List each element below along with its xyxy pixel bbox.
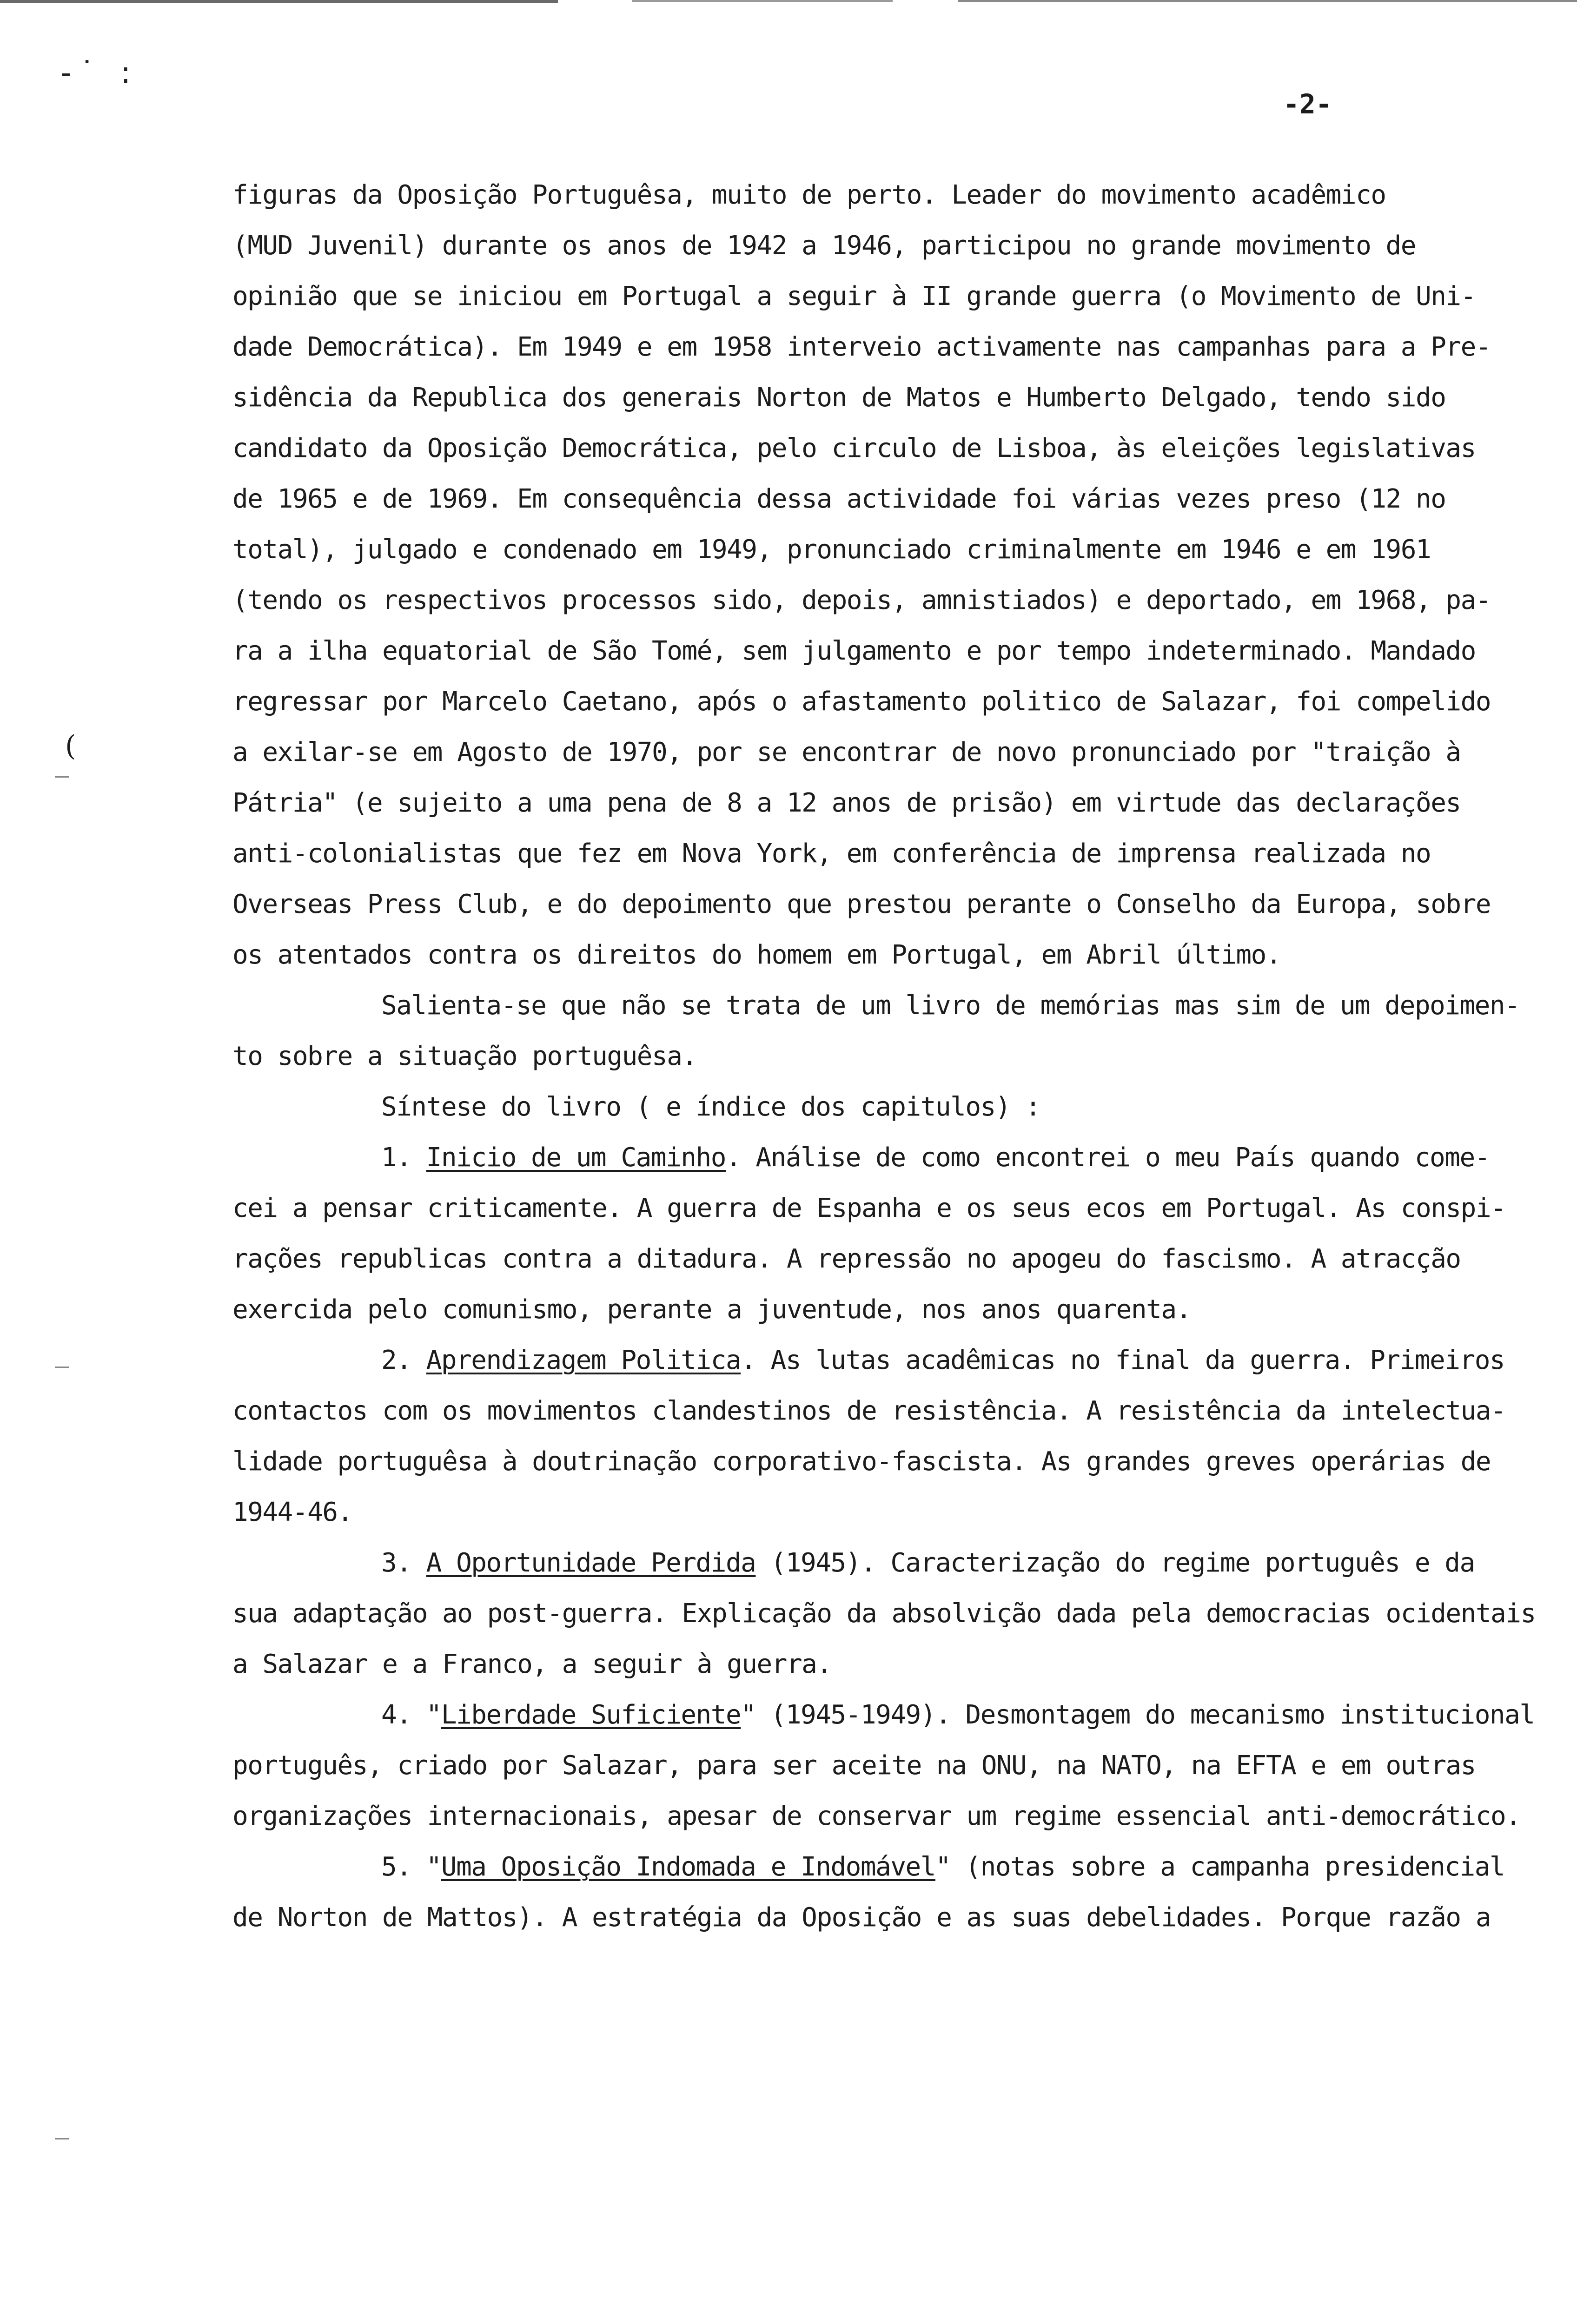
- chapter-description: . As lutas acadêmicas no final da guerra. Primeiros: [741, 1345, 1505, 1375]
- text-line: (MUD Juvenil) durante os anos de 1942 a 1946, participou no grande movimento de: [232, 231, 1416, 261]
- chapter-item: [232, 1690, 1535, 1842]
- text-line: Salienta-se que não se trata de um livro de memórias mas sim de um depoimen-: [381, 990, 1520, 1021]
- margin-tick: [55, 1367, 69, 1368]
- chapter-description: (notas sobre a campanha presidencial: [950, 1852, 1505, 1882]
- text-line: to sobre a situação portuguêsa.: [232, 1041, 697, 1071]
- text-line: regressar por Marcelo Caetano, após o afastamento politico de Salazar, foi compelido: [232, 687, 1491, 717]
- chapter-title: Inicio de um Caminho: [426, 1142, 726, 1173]
- top-scan-edge: [632, 0, 893, 2]
- text-line: lidade portuguêsa à doutrinação corporativo-fascista. As grandes greves operárias de: [232, 1446, 1491, 1477]
- chapter-title-line: 4. "Liberdade Suficiente" (1945-1949). Desmontagem do mecanismo institucional: [381, 1700, 1535, 1730]
- text-line: figuras da Oposição Portuguêsa, muito de perto. Leader do movimento acadêmico: [232, 180, 1386, 210]
- section-heading: Síntese do livro ( e índice dos capitulos) :: [381, 1092, 1040, 1122]
- text-line: candidato da Oposição Democrática, pelo circulo de Lisboa, às eleições legislativas: [232, 433, 1476, 463]
- document-body: [232, 170, 1536, 1943]
- chapter-list: [232, 1132, 1536, 1943]
- chapter-title: Liberdade Suficiente: [441, 1700, 741, 1730]
- text-line: 1944-46.: [232, 1497, 352, 1527]
- page-number: -2-: [1283, 88, 1332, 120]
- text-line: Overseas Press Club, e do depoimento que prestou perante o Conselho da Europa, sobre: [232, 889, 1491, 919]
- chapter-title: A Oportunidade Perdida: [426, 1548, 756, 1578]
- chapter-number: 4.: [381, 1700, 411, 1730]
- chapter-title-line: [232, 1132, 1497, 1183]
- chapter-number: 1.: [381, 1142, 411, 1173]
- text-line: português, criado por Salazar, para ser aceite na ONU, na NATO, na EFTA e em outras: [232, 1750, 1476, 1781]
- text-line: anti-colonialistas que fez em Nova York, em conferência de imprensa realizada no: [232, 838, 1431, 869]
- chapter-item: [232, 1132, 1506, 1335]
- scan-mark: -˙ :: [60, 56, 139, 90]
- margin-tick: [55, 2138, 69, 2139]
- chapter-number: 2.: [381, 1345, 411, 1375]
- chapter-description: . Análise de como encontrei o meu País quando come-: [725, 1142, 1490, 1173]
- text-line: de Norton de Mattos). A estratégia da Oposição e as suas debelidades. Porque razão a: [232, 1902, 1491, 1933]
- chapter-number: 3.: [381, 1548, 411, 1578]
- chapter-title: Uma Oposição Indomada e Indomável: [441, 1852, 935, 1882]
- text-line: opinião que se iniciou em Portugal a seguir à II grande guerra (o Movimento de Uni-: [232, 281, 1476, 311]
- chapter-description: (1945). Caracterização do regime português e da: [755, 1548, 1475, 1578]
- paragraph-salienta: [232, 980, 1520, 1082]
- text-line: Pátria" (e sujeito a uma pena de 8 a 12 anos de prisão) em virtude das declarações: [232, 788, 1461, 818]
- chapter-title: Aprendizagem Politica: [426, 1345, 741, 1375]
- text-line: a Salazar e a Franco, a seguir à guerra.: [232, 1649, 832, 1679]
- text-line: total), julgado e condenado em 1949, pronunciado criminalmente em 1946 e em 1961: [232, 535, 1431, 565]
- text-line: os atentados contra os direitos do homem em Portugal, em Abril último.: [232, 940, 1281, 970]
- chapter-item: [232, 1842, 1505, 1943]
- text-line: dade Democrática). Em 1949 e em 1958 interveio activamente nas campanhas para a Pre-: [232, 332, 1491, 362]
- text-line: contactos com os movimentos clandestinos de resistência. A resistência da intelectua-: [232, 1396, 1506, 1426]
- chapter-title-line: 5. "Uma Oposição Indomada e Indomável" (notas sobre a campanha presidencial: [381, 1852, 1505, 1882]
- text-line: organizações internacionais, apesar de conservar um regime essencial anti-democrático.: [232, 1801, 1521, 1831]
- top-scan-edge: [0, 0, 558, 3]
- text-line: rações republicas contra a ditadura. A repressão no apogeu do fascismo. A atracção: [232, 1244, 1461, 1274]
- chapter-item: [232, 1335, 1506, 1538]
- paragraph-sintese: [232, 1082, 1497, 1132]
- text-line: sidência da Republica dos generais Norton de Matos e Humberto Delgado, tendo sido: [232, 383, 1446, 413]
- margin-mark: (: [65, 730, 76, 762]
- chapter-title-line: [232, 1335, 1505, 1386]
- chapter-description: (1945-1949). Desmontagem do mecanismo institucional: [755, 1700, 1535, 1730]
- chapter-number: 5.: [381, 1852, 411, 1882]
- text-line: exercida pelo comunismo, perante a juventude, nos anos quarenta.: [232, 1294, 1191, 1325]
- text-line: sua adaptação ao post-guerra. Explicação da absolvição dada pela democracias ocidentais: [232, 1598, 1536, 1629]
- text-line: (tendo os respectivos processos sido, depois, amnistiados) e deportado, em 1968, pa-: [232, 585, 1491, 615]
- text-line: ra a ilha equatorial de São Tomé, sem julgamento e por tempo indeterminado. Mandado: [232, 636, 1476, 666]
- margin-tick: [55, 776, 69, 778]
- top-scan-edge: [958, 0, 1577, 2]
- chapter-item: [232, 1538, 1536, 1690]
- text-line: cei a pensar criticamente. A guerra de Espanha e os seus ecos em Portugal. As conspi-: [232, 1193, 1506, 1223]
- text-line: de 1965 e de 1969. Em consequência dessa actividade foi várias vezes preso (12 no: [232, 484, 1446, 514]
- text-line: a exilar-se em Agosto de 1970, por se encontrar de novo pronunciado por "traição à: [232, 737, 1461, 767]
- paragraph-intro: [232, 170, 1497, 980]
- chapter-title-line: [232, 1538, 1497, 1588]
